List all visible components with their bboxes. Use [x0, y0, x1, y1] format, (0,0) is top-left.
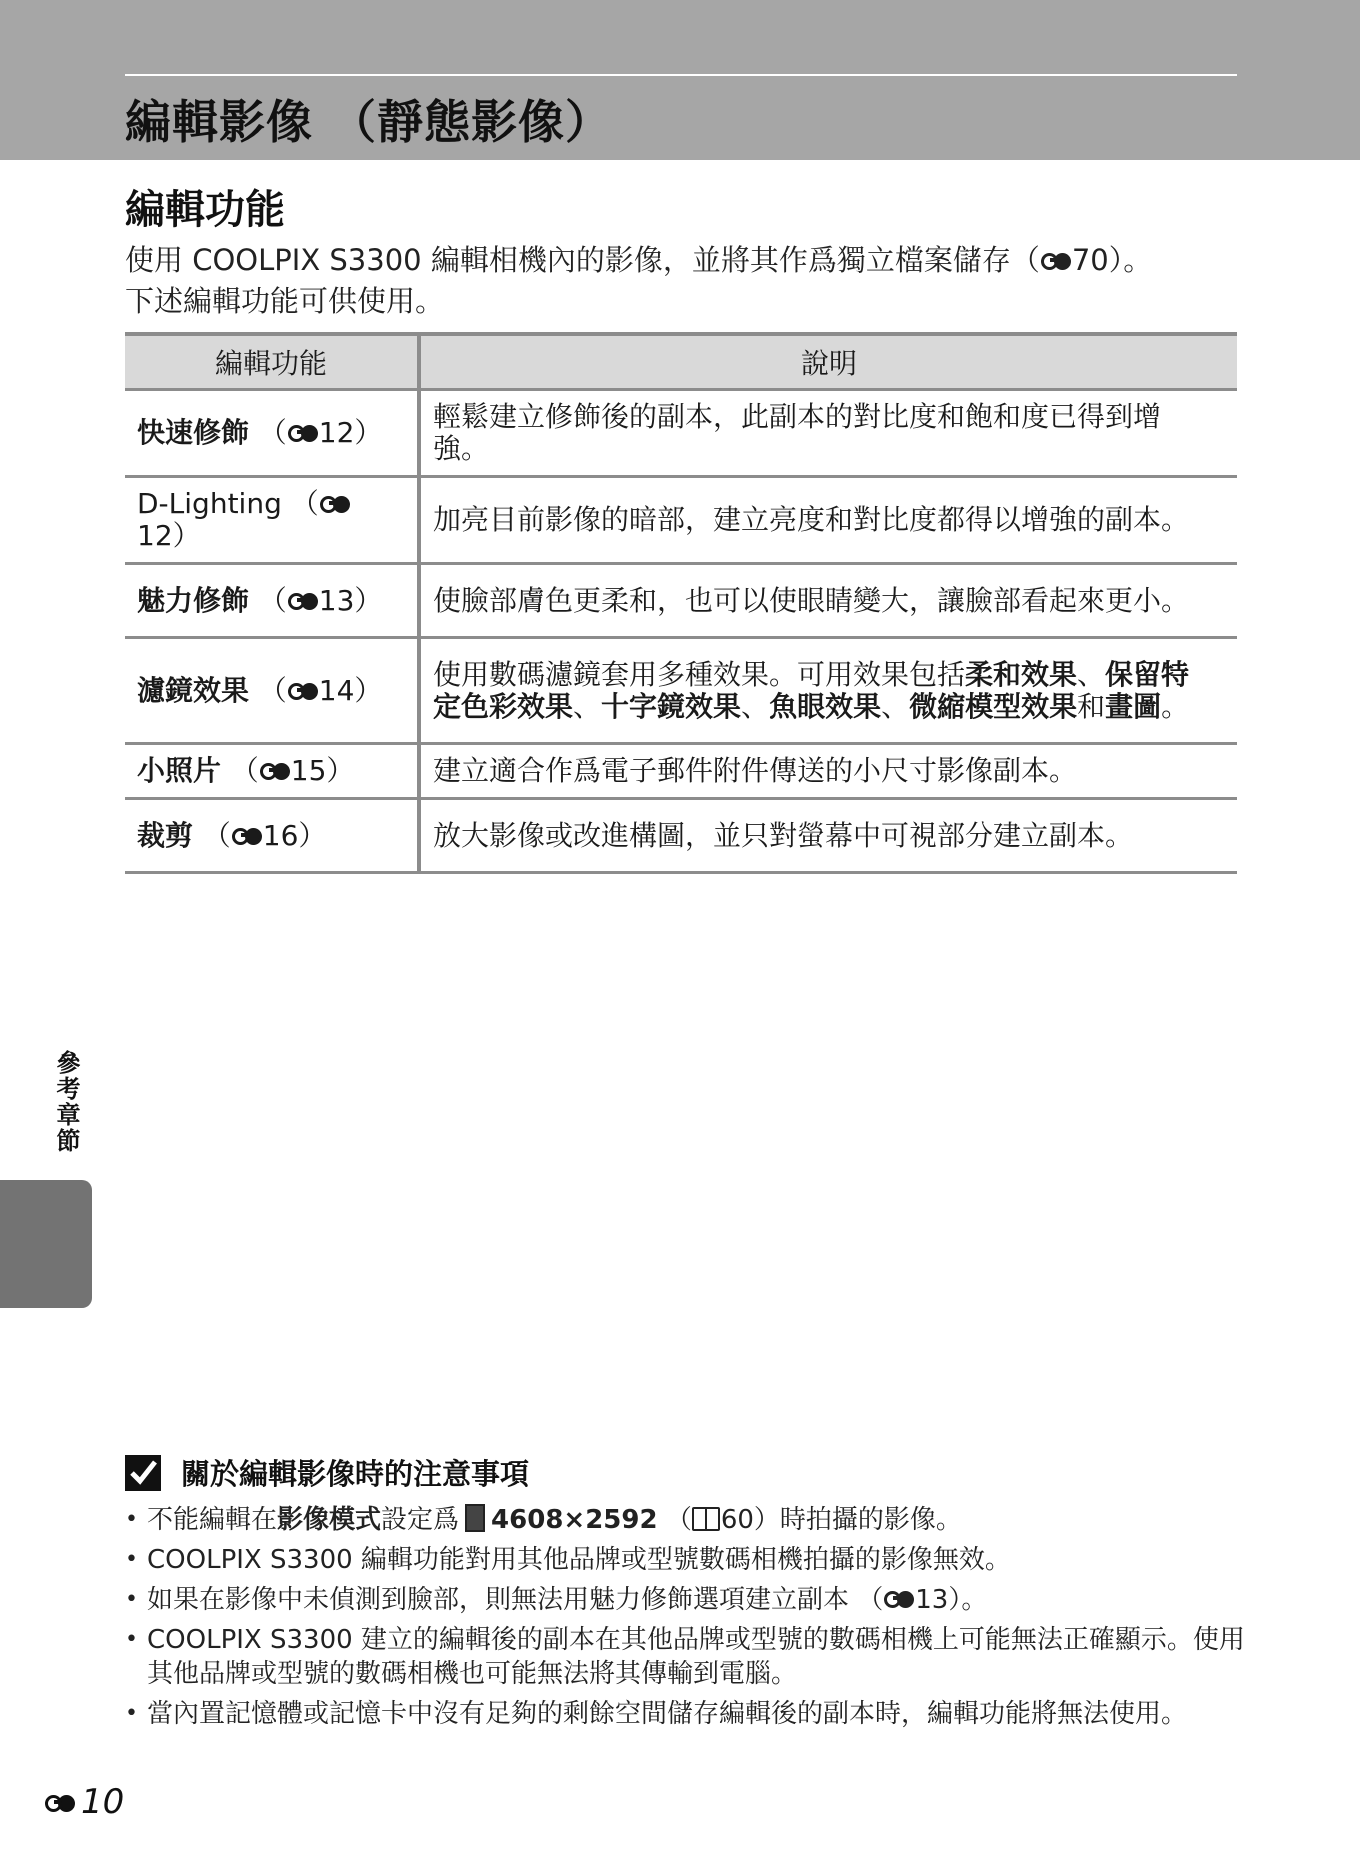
table-header-row: [125, 334, 1237, 390]
checkmark-icon: [125, 1455, 161, 1491]
note-title: 關於編輯影像時的注意事項: [181, 1457, 530, 1491]
section-title: 編輯功能: [125, 187, 285, 233]
table-row: [125, 477, 1237, 564]
description-cell: 放大影像或改進構圖，並只對螢幕中可視部分建立副本。: [419, 799, 1237, 873]
description-cell: 使用數碼濾鏡套用多種效果。可用效果包括柔和效果、保留特定色彩效果、十字鏡效果、魚眼效果、微縮模型效果和畫圖。: [419, 638, 1237, 744]
function-name-cell: 裁剪 （ 16）: [125, 799, 419, 873]
column-header: 編輯功能: [125, 334, 419, 390]
reference-section-icon: [288, 424, 318, 441]
reference-section-icon: [288, 592, 318, 609]
list-item: • 當內置記憶體或記憶卡中沒有足夠的剩餘空間儲存編輯後的副本時，編輯功能將無法使用。: [125, 1697, 1255, 1731]
table-row: [125, 638, 1237, 744]
table-row: [125, 744, 1237, 799]
description-cell: 加亮目前影像的暗部，建立亮度和對比度都得以增強的副本。: [419, 477, 1237, 564]
intro-text: [125, 240, 1245, 322]
description-cell: 使臉部膚色更柔和，也可以使眼睛變大，讓臉部看起來更小。: [419, 564, 1237, 638]
reference-section-icon: [232, 827, 262, 844]
note-heading: [125, 1452, 1255, 1493]
function-name-cell: 魅力修飾 （ 13）: [125, 564, 419, 638]
list-item: • COOLPIX S3300 編輯功能對用其他品牌或型號數碼相機拍攝的影像無效。: [125, 1543, 1255, 1577]
table-row: [125, 564, 1237, 638]
intro-line-2: 下述編輯功能可供使用。: [125, 284, 445, 318]
reference-section-icon: [884, 1590, 914, 1607]
table-row: [125, 799, 1237, 873]
list-item: • 不能編輯在影像模式設定爲 4608×2592 （ 60）時拍攝的影像。: [125, 1503, 1255, 1537]
table-row: [125, 390, 1237, 477]
note-list: [125, 1503, 1255, 1731]
reference-section-icon: [288, 682, 318, 699]
function-name-cell: 快速修飾 （ 12）: [125, 390, 419, 477]
edit-functions-table: [125, 332, 1237, 874]
caution-note: [125, 1452, 1255, 1737]
reference-section-icon: [260, 762, 290, 779]
reference-section-icon: [320, 495, 350, 512]
reference-section-icon: [45, 1794, 75, 1811]
list-item: • 如果在影像中未偵測到臉部，則無法用魅力修飾選項建立副本 （ 13）。: [125, 1583, 1255, 1617]
side-tab: [0, 1180, 92, 1308]
list-item: • COOLPIX S3300 建立的編輯後的副本在其他品牌或型號的數碼相機上可能無法正確顯示。使用其他品牌或型號的數碼相機也可能無法將其傳輸到電腦。: [125, 1623, 1255, 1691]
intro-line-1: 使用 COOLPIX S3300 編輯相機內的影像，並將其作爲獨立檔案儲存（ 70）。: [125, 243, 1153, 277]
page-number: 10: [44, 1782, 124, 1822]
description-cell: 輕鬆建立修飾後的副本，此副本的對比度和飽和度已得到增強。: [419, 390, 1237, 477]
reference-section-icon: [1041, 252, 1071, 269]
image-size-icon: [465, 1504, 485, 1532]
side-tab-label: 參考章節: [52, 1050, 80, 1154]
function-name-cell: 小照片 （ 15）: [125, 744, 419, 799]
function-name-cell: D-Lighting （ 12）: [125, 477, 419, 564]
page-title: 編輯影像 （靜態影像）: [125, 95, 613, 149]
column-header: 說明: [419, 334, 1237, 390]
book-reference-icon: [692, 1507, 720, 1531]
header-rule: [125, 74, 1237, 76]
function-name-cell: 濾鏡效果 （ 14）: [125, 638, 419, 744]
description-cell: 建立適合作爲電子郵件附件傳送的小尺寸影像副本。: [419, 744, 1237, 799]
